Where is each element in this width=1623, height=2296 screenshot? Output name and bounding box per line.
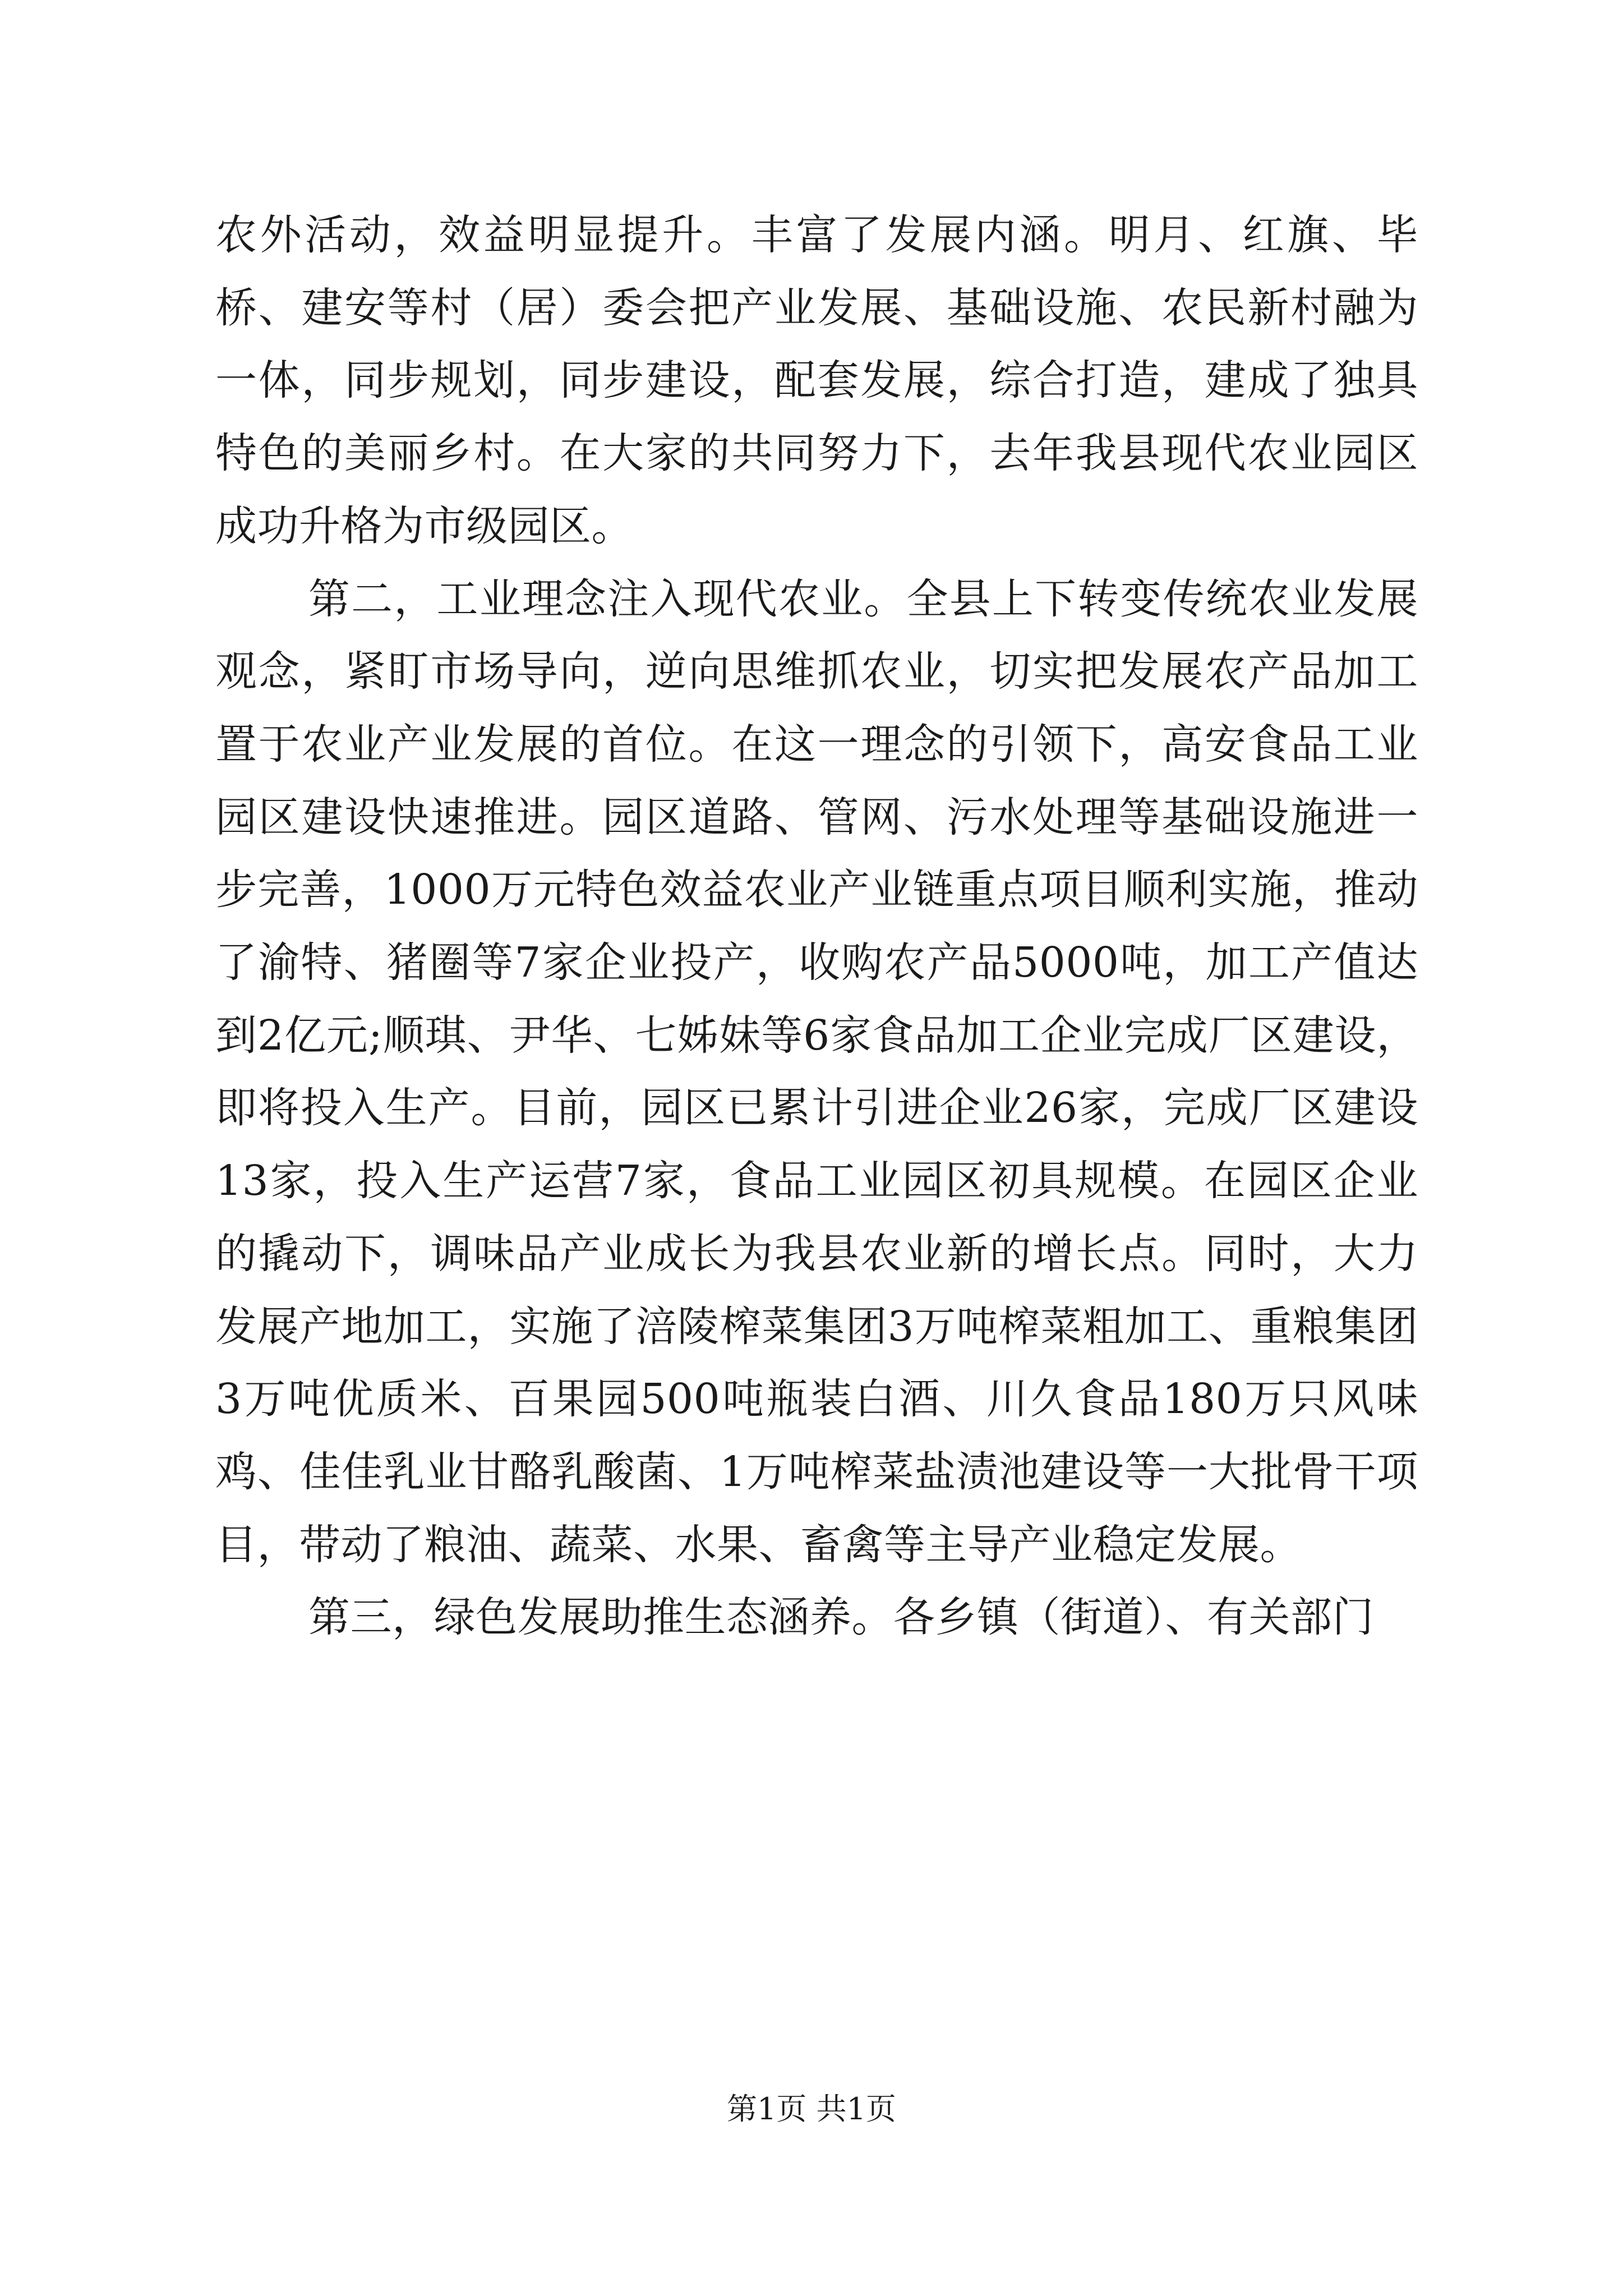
paragraph-3: 第三，绿色发展助推生态涵养。各乡镇（街道）、有关部门 <box>308 1593 1374 1642</box>
page-footer: 第1页 共1页 <box>727 2091 896 2127</box>
document-body <box>215 199 1418 1654</box>
paragraph-1: 农外活动，效益明显提升。丰富了发展内涵。明月、红旗、毕桥、建安等村（居）委会把产业发展、基础设施、农民新村融为一体，同步规划，同步建设，配套发展，综合打造，建成了独具特色的美丽乡村。在大家的共同努力下，去年我县现代农业园区成功升格为市级园区。 <box>215 211 1418 550</box>
paragraph-2: 第二，工业理念注入现代农业。全县上下转变传统农业发展观念，紧盯市场导向，逆向思维抓农业，切实把发展农产品加工置于农业产业发展的首位。在这一理念的引领下，高安食品工业园区建设快速推进。园区道路、管网、污水处理等基础设施进一步完善，1000万元特色效益农业产业链重点项目顺利实施，推动了渝特、猪圈等7家企业投产，收购农产品5000吨，加工产值达到2亿元;顺琪、尹华、七姊妹等6家食品加工企业完成厂区建设，即将投入生产。目前，园区已累计引进企业26家，完成厂区建设13家，投入生产运营7家，食品工业园区初具规模。在园区企业的撬动下，调味品产业成长为我县农业新的增长点。同时，大力发展产地加工，实施了涪陵榨菜集团3万吨榨菜粗加工、重粮集团3万吨优质米、百果园500吨瓶装白酒、川久食品180万只风味鸡、佳佳乳业甘酪乳酸菌、1万吨榨菜盐渍池建设等一大批骨干项目，带动了粮油、蔬菜、水果、畜禽等主导产业稳定发展。 <box>215 574 1418 1569</box>
